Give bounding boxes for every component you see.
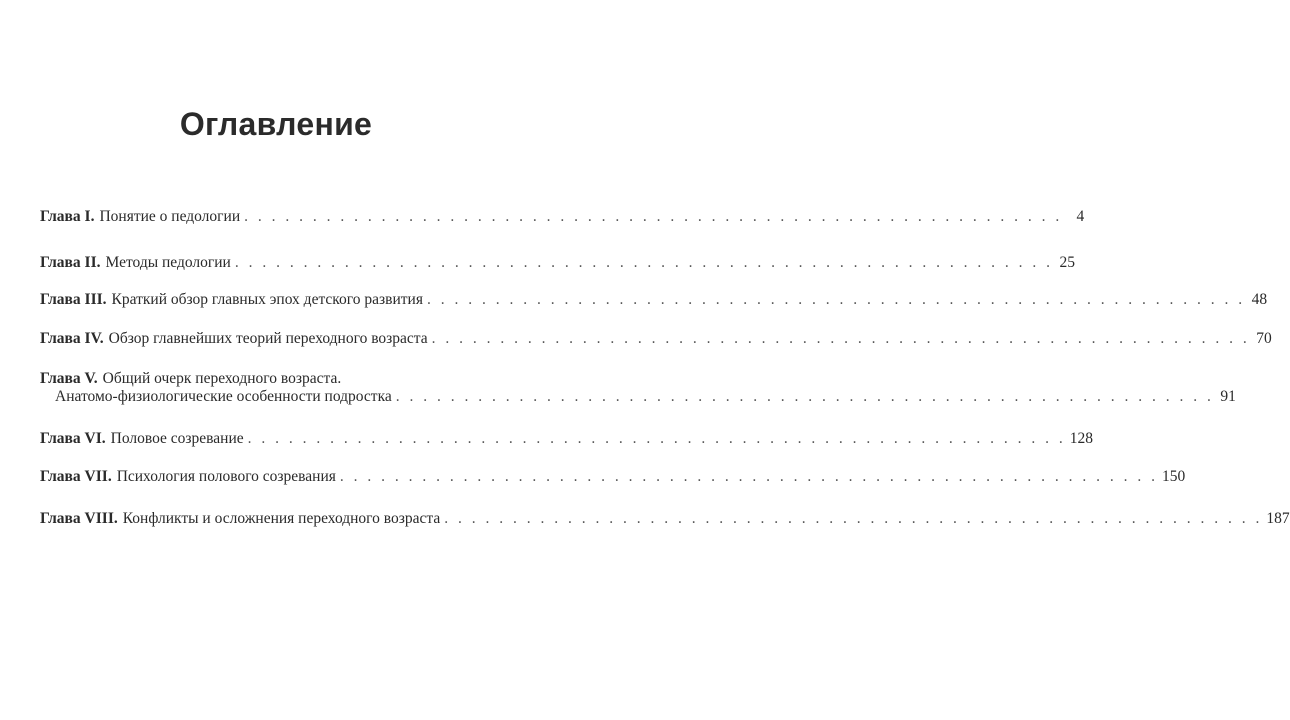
- toc-entry[interactable]: [40, 208, 1085, 226]
- dot-leader: . . . . . . . . . . . . . . . . . . . . . . . . . . . . . . . . . . . . . . . . . . . . . . . . . . . . . . . . . . . .: [247, 430, 1066, 447]
- page-number: 91: [1220, 388, 1236, 405]
- chapter-label: Глава V.: [40, 370, 98, 387]
- dot-leader: . . . . . . . . . . . . . . . . . . . . . . . . . . . . . . . . . . . . . . . . . . . . . . . . . . . . . . . . . . . .: [339, 468, 1159, 485]
- toc-entry[interactable]: [40, 330, 1272, 348]
- toc-entry[interactable]: [40, 370, 1236, 406]
- dot-leader: . . . . . . . . . . . . . . . . . . . . . . . . . . . . . . . . . . . . . . . . . . . . . . . . . . . . . . . . . . . .: [234, 254, 1053, 271]
- chapter-title-continued: Анатомо-физиологические особенности подростка: [55, 388, 392, 405]
- chapter-label: Глава IV.: [40, 330, 104, 347]
- chapter-title: Психология полового созревания: [116, 468, 336, 485]
- chapter-label: Глава VIII.: [40, 510, 118, 527]
- chapter-title: Понятие о педологии: [99, 208, 241, 225]
- chapter-title: Краткий обзор главных эпох детского развития: [111, 291, 423, 308]
- chapter-label: Глава III.: [40, 291, 107, 308]
- dot-leader: . . . . . . . . . . . . . . . . . . . . . . . . . . . . . . . . . . . . . . . . . . . . . . . . . . . . . . . . . . . .: [244, 208, 1063, 225]
- page-number: 70: [1256, 330, 1272, 347]
- chapter-label: Глава I.: [40, 208, 95, 225]
- chapter-title: Конфликты и осложнения переходного возраста: [122, 510, 441, 527]
- page-number: 48: [1251, 291, 1268, 308]
- page-number: 4: [1076, 208, 1085, 225]
- toc-entry[interactable]: [40, 430, 1094, 448]
- chapter-label: Глава II.: [40, 254, 101, 271]
- toc-entry[interactable]: [40, 291, 1268, 309]
- page-number: 128: [1069, 430, 1094, 447]
- dot-leader: . . . . . . . . . . . . . . . . . . . . . . . . . . . . . . . . . . . . . . . . . . . . . . . . . . . . . . . . . . . .: [431, 330, 1250, 347]
- chapter-label: Глава VII.: [40, 468, 112, 485]
- dot-leader: . . . . . . . . . . . . . . . . . . . . . . . . . . . . . . . . . . . . . . . . . . . . . . . . . . . . . . . . . . . .: [426, 291, 1246, 308]
- dot-leader: . . . . . . . . . . . . . . . . . . . . . . . . . . . . . . . . . . . . . . . . . . . . . . . . . . . . . . . . . . . .: [395, 388, 1214, 405]
- chapter-label: Глава VI.: [40, 430, 106, 447]
- page-title: Оглавление: [179, 106, 373, 142]
- page-number: 187: [1266, 510, 1290, 527]
- page-number: 25: [1059, 254, 1075, 271]
- chapter-title: Обзор главнейших теорий переходного возраста: [108, 330, 428, 347]
- toc-entry[interactable]: [40, 468, 1186, 486]
- dot-leader: . . . . . . . . . . . . . . . . . . . . . . . . . . . . . . . . . . . . . . . . . . . . . . . . . . . . . . . . . . . .: [444, 510, 1263, 527]
- chapter-title: Методы педологии: [105, 254, 231, 271]
- page-number: 150: [1162, 468, 1186, 485]
- toc-entry[interactable]: [40, 510, 1290, 528]
- chapter-title: Половое созревание: [110, 430, 244, 447]
- chapter-title: Общий очерк переходного возраста.: [102, 370, 342, 387]
- toc-entry[interactable]: [40, 254, 1075, 272]
